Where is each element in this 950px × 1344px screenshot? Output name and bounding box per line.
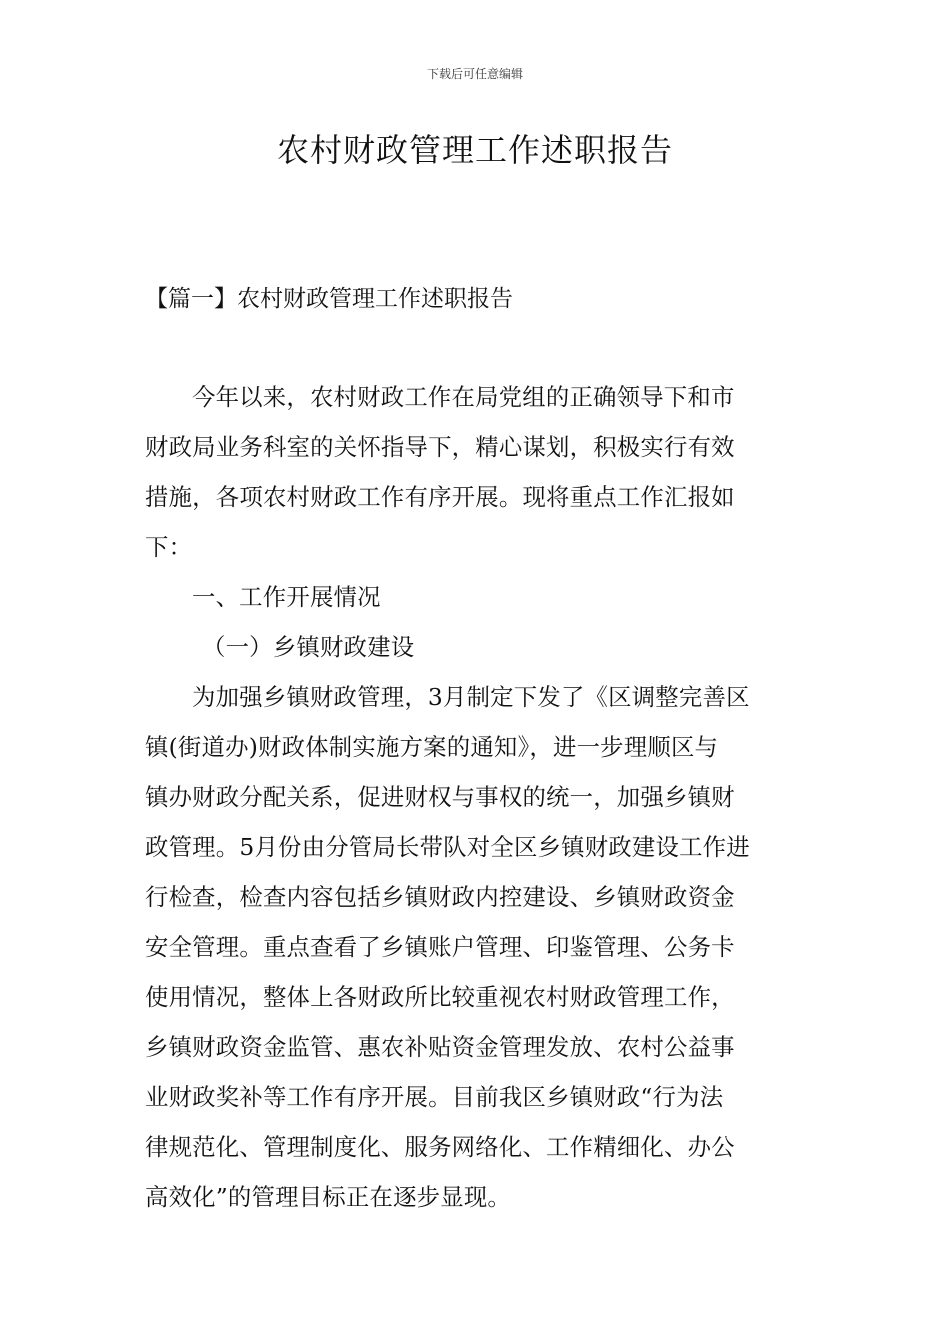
- paragraph-line: 乡镇财政资金监管、惠农补贴资金管理发放、农村公益事: [145, 1033, 735, 1061]
- paragraph-line: 下：: [145, 533, 193, 561]
- paragraph-line: 高效化”的管理目标正在逐步显现。: [145, 1183, 512, 1211]
- paragraph-line: 安全管理。重点查看了乡镇账户管理、印鉴管理、公务卡: [145, 933, 735, 961]
- paragraph-line: 政管理。5月份由分管局长带队对全区乡镇财政建设工作进: [145, 833, 750, 861]
- paragraph-line: 财政局业务科室的关怀指导下，精心谋划，积极实行有效: [145, 433, 735, 461]
- body-text: [145, 372, 805, 1222]
- paragraph-line: 镇(街道办)财政体制实施方案的通知》，进一步理顺区与: [145, 733, 719, 761]
- paragraph-line: 行检查，检查内容包括乡镇财政内控建设、乡镇财政资金: [145, 883, 735, 911]
- paragraph-line: 措施，各项农村财政工作有序开展。现将重点工作汇报如: [145, 483, 735, 511]
- section-heading: 【篇一】农村财政管理工作述职报告: [145, 286, 513, 312]
- header-note: 下载后可任意编辑: [426, 67, 523, 81]
- paragraph-line: 使用情况，整体上各财政所比较重视农村财政管理工作，: [145, 983, 735, 1011]
- paragraph-line: 律规范化、管理制度化、服务网络化、工作精细化、办公: [145, 1133, 735, 1161]
- paragraph-line: 为加强乡镇财政管理，3月制定下发了《区调整完善区: [192, 683, 750, 711]
- subsection-heading: 一、工作开展情况: [192, 583, 381, 611]
- paragraph-line: 今年以来，农村财政工作在局党组的正确领导下和市: [192, 383, 735, 411]
- document-title: 农村财政管理工作述职报告: [276, 131, 673, 169]
- subsection-heading: （一）乡镇财政建设: [202, 633, 415, 661]
- paragraph-line: 镇办财政分配关系，促进财权与事权的统一，加强乡镇财: [145, 783, 735, 811]
- paragraph-line: 业财政奖补等工作有序开展。目前我区乡镇财政“行为法: [145, 1083, 724, 1111]
